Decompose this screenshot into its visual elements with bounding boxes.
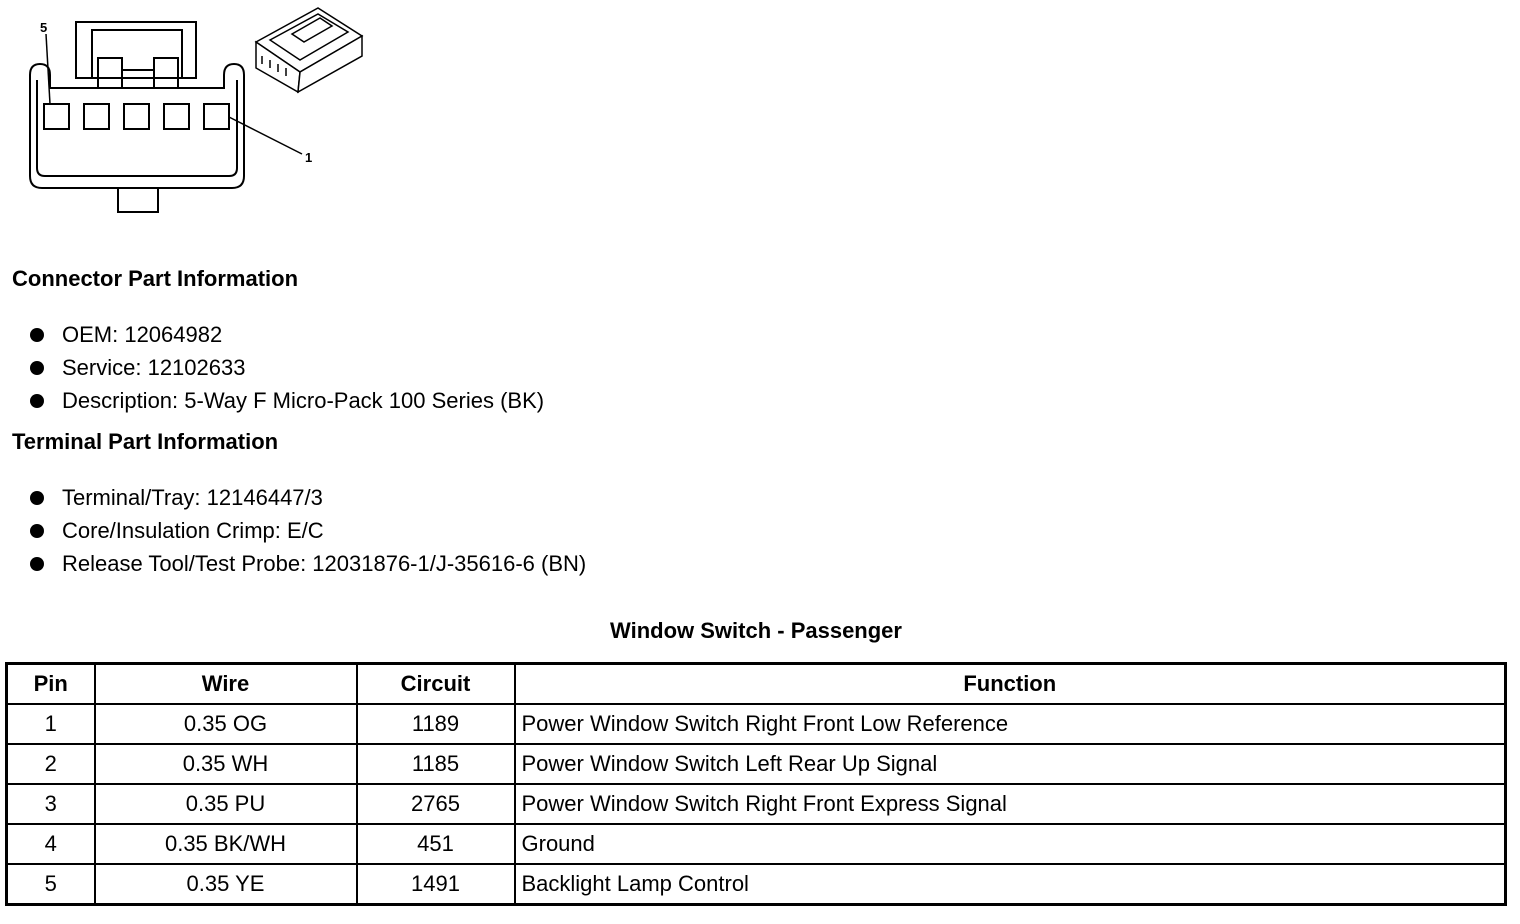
wire-cell: 0.35 OG [95,704,357,744]
terminal-part-list [30,481,586,580]
function-cell: Power Window Switch Right Front Low Reference [515,704,1506,744]
circuit-cell: 2765 [357,784,515,824]
connector-diagram [0,0,380,220]
connector-latch [76,22,196,88]
pinout-table [5,662,1507,906]
table-row [7,864,1506,905]
pin-5-label: 5 [40,20,48,35]
function-cell: Power Window Switch Right Front Express Signal [515,784,1506,824]
list-item: Release Tool/Test Probe: 12031876-1/J-35616-6 (BN) [30,547,586,580]
column-header-wire: Wire [95,664,357,705]
bullet-icon [30,557,44,571]
bullet-icon [30,394,44,408]
list-item: Terminal/Tray: 12146447/3 [30,481,586,514]
connector-isometric-icon [256,8,362,92]
column-header-circuit: Circuit [357,664,515,705]
table-row [7,704,1506,744]
circuit-cell: 1491 [357,864,515,905]
wire-cell: 0.35 PU [95,784,357,824]
table-title: Window Switch - Passenger [610,618,902,643]
pin-cell: 1 [7,704,95,744]
bullet-icon [30,361,44,375]
pin-cell: 4 [7,824,95,864]
bullet-icon [30,491,44,505]
pin-1-label: 1 [305,150,313,165]
pin-cell: 2 [7,744,95,784]
connector-key [118,188,158,212]
wire-cell: 0.35 YE [95,864,357,905]
list-item: Core/Insulation Crimp: E/C [30,514,586,547]
table-row [7,744,1506,784]
connector-part-list [30,318,544,417]
wire-cell: 0.35 BK/WH [95,824,357,864]
wire-cell: 0.35 WH [95,744,357,784]
list-item: Service: 12102633 [30,351,544,384]
table-header-row [7,664,1506,705]
connector-body [30,64,244,188]
list-item: OEM: 12064982 [30,318,544,351]
table-row [7,824,1506,864]
circuit-cell: 451 [357,824,515,864]
bullet-icon [30,524,44,538]
connector-part-info-heading: Connector Part Information [12,266,299,291]
function-cell: Power Window Switch Left Rear Up Signal [515,744,1506,784]
column-header-function: Function [515,664,1506,705]
function-cell: Ground [515,824,1506,864]
terminal-part-info-heading: Terminal Part Information [12,429,279,454]
bullet-icon [30,328,44,342]
circuit-cell: 1185 [357,744,515,784]
column-header-pin: Pin [7,664,95,705]
list-item: Description: 5-Way F Micro-Pack 100 Series (BK) [30,384,544,417]
pin-cell: 5 [7,864,95,905]
table-row [7,784,1506,824]
circuit-cell: 1189 [357,704,515,744]
pin-cell: 3 [7,784,95,824]
function-cell: Backlight Lamp Control [515,864,1506,905]
